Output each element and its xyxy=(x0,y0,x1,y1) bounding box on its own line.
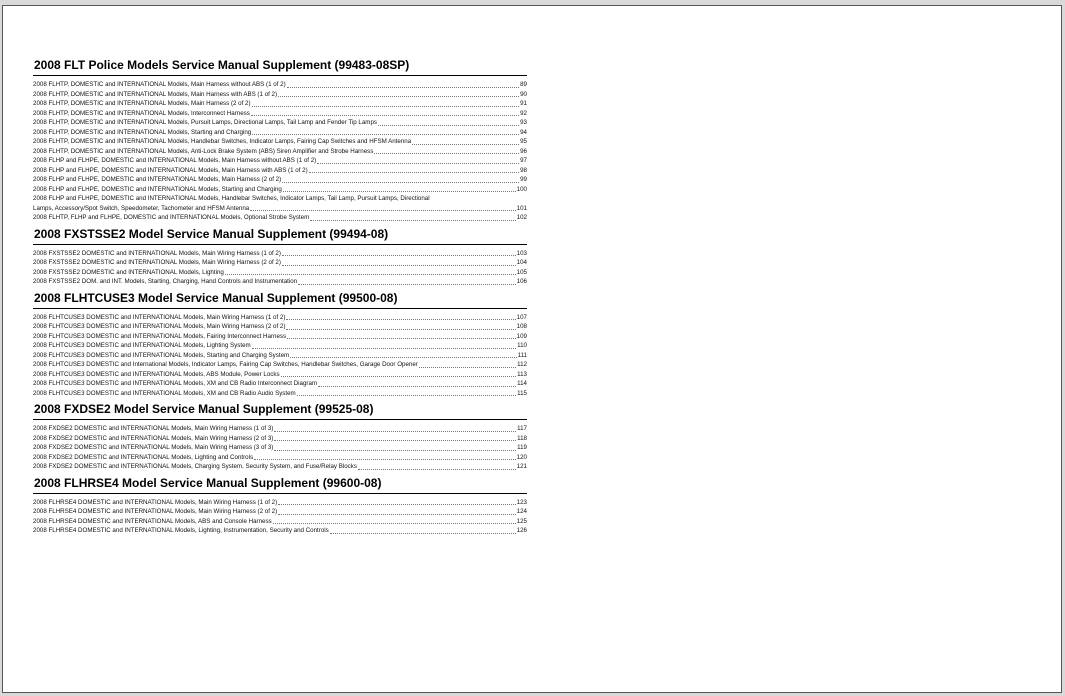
entry-title: 2008 FLHTP, DOMESTIC and INTERNATIONAL Models, Main Harness (2 of 2) xyxy=(33,100,251,107)
entry-title: 2008 FXDSE2 DOMESTIC and INTERNATIONAL Models, Main Wiring Harness (1 of 3) xyxy=(33,425,274,432)
entry-title: 2008 FLHTP, DOMESTIC and INTERNATIONAL Models, Pursuit Lamps, Directional Lamps, Tail Lamp and Fender Tip Lamps xyxy=(33,119,377,126)
toc-entry[interactable] xyxy=(33,277,527,287)
entry-title: 2008 FLHRSE4 DOMESTIC and INTERNATIONAL Models, Lighting, Instrumentation, Security and Controls xyxy=(33,527,329,534)
dot-leader xyxy=(358,468,516,470)
dot-leader xyxy=(287,337,516,339)
entry-title: 2008 FLHRSE4 DOMESTIC and INTERNATIONAL Models, ABS and Console Harness xyxy=(33,517,272,525)
entry-page-number: 115 xyxy=(517,389,527,397)
section-title: 2008 FLHRSE4 Model Service Manual Supplement (99600-08) xyxy=(34,475,382,490)
dot-leader xyxy=(252,347,516,349)
entry-title: 2008 FLHTP, DOMESTIC and INTERNATIONAL Models, Interconnect Harness xyxy=(33,109,250,117)
dot-leader xyxy=(278,503,516,505)
entry-title-line2 xyxy=(33,204,527,214)
entry-page-number: 100 xyxy=(516,185,527,193)
toc-entry[interactable] xyxy=(33,424,527,434)
toc-entry[interactable] xyxy=(33,341,527,351)
dot-leader xyxy=(250,209,515,211)
entry-page-number: 101 xyxy=(516,204,527,212)
entry-title: 2008 FXDSE2 DOMESTIC and INTERNATIONAL Models, Charging System, Security System, and Fuse/Relay Blocks xyxy=(33,463,357,470)
entry-title: 2008 FLHTCUSE3 DOMESTIC and International Models, Indicator Lamps, Fairing Cap Switches, Handlebar Switches, Garage Door Opener xyxy=(33,361,418,368)
entry-title: 2008 FXDSE2 DOMESTIC and INTERNATIONAL Models, Lighting and Controls xyxy=(33,453,254,461)
dot-leader xyxy=(309,171,519,173)
entry-title: 2008 FLHTP, DOMESTIC and INTERNATIONAL Models, Main Harness without ABS (1 of 2) xyxy=(33,81,286,88)
toc-entry[interactable] xyxy=(33,322,527,332)
dot-leader xyxy=(318,385,516,387)
dot-leader xyxy=(278,95,519,97)
entry-page-number: 112 xyxy=(517,361,527,368)
toc-entry[interactable] xyxy=(33,370,527,380)
entry-title: 2008 FLHRSE4 DOMESTIC and INTERNATIONAL Models, Main Wiring Harness (1 of 2) xyxy=(33,498,278,506)
document-page xyxy=(2,5,1062,693)
section-divider xyxy=(33,493,527,494)
toc-entry[interactable] xyxy=(33,175,527,185)
dot-leader xyxy=(252,133,519,135)
dot-leader xyxy=(286,328,515,330)
dot-leader xyxy=(278,513,516,515)
entry-title: 2008 FLHTP, DOMESTIC and INTERNATIONAL Models, Starting and Charging xyxy=(33,128,252,136)
entry-title: 2008 FLHTP, FLHP and FLHPE, DOMESTIC and INTERNATIONAL Models, Optional Strobe System xyxy=(33,214,310,221)
toc-entry[interactable] xyxy=(33,507,527,517)
entry-list xyxy=(33,313,527,399)
toc-entry[interactable] xyxy=(33,351,527,361)
entry-title: 2008 FXDSE2 DOMESTIC and INTERNATIONAL Models, Main Wiring Harness (3 of 3) xyxy=(33,444,274,451)
toc-entry[interactable] xyxy=(33,434,527,444)
dot-leader xyxy=(297,394,516,396)
entry-page-number: 90 xyxy=(520,90,527,98)
dot-leader xyxy=(282,181,519,183)
section-title: 2008 FLHTCUSE3 Model Service Manual Supplement (99500-08) xyxy=(34,290,398,305)
entry-title: Lamps, Accessory/Spot Switch, Speedometer, Tachometer and HFSM Antenna xyxy=(33,204,250,212)
dot-leader xyxy=(274,430,516,432)
toc-entry[interactable] xyxy=(33,462,527,472)
section-title: 2008 FLT Police Models Service Manual Supplement (99483-08SP) xyxy=(34,58,410,72)
entry-page-number: 97 xyxy=(520,157,527,164)
dot-leader xyxy=(282,254,516,256)
entry-page-number: 89 xyxy=(520,81,527,88)
toc-entry[interactable] xyxy=(33,258,527,268)
dot-leader xyxy=(374,152,519,154)
entry-page-number: 110 xyxy=(517,342,527,349)
section-title: 2008 FXSTSSE2 Model Service Manual Supplement (99494-08) xyxy=(34,226,389,241)
toc-entry[interactable] xyxy=(33,249,527,259)
section-divider xyxy=(33,308,527,309)
entry-page-number: 105 xyxy=(516,268,527,276)
table-of-contents xyxy=(33,58,527,540)
entry-title: 2008 FLHP and FLHPE, DOMESTIC and INTERNATIONAL Models, Main Harness (2 of 2) xyxy=(33,176,282,183)
entry-page-number: 96 xyxy=(520,147,527,155)
entry-page-number: 107 xyxy=(516,313,527,321)
toc-entry[interactable] xyxy=(33,453,527,463)
toc-entry[interactable] xyxy=(33,526,527,536)
dot-leader xyxy=(290,356,516,358)
dot-leader xyxy=(287,86,519,88)
toc-entry[interactable] xyxy=(33,166,527,176)
entry-title-line1: 2008 FLHP and FLHPE, DOMESTIC and INTERNATIONAL Models, Handlebar Switches, Indicator Lamps, Tail Lamp, Pursuit Lamps, Directional xyxy=(33,195,430,202)
toc-entry[interactable] xyxy=(33,118,527,128)
entry-page-number: 109 xyxy=(516,332,527,340)
dot-leader xyxy=(254,458,516,460)
section-divider xyxy=(33,419,527,420)
dot-leader xyxy=(274,439,516,441)
toc-entry[interactable] xyxy=(33,498,527,508)
toc-entry[interactable] xyxy=(33,213,527,223)
entry-title: 2008 FLHRSE4 DOMESTIC and INTERNATIONAL Models, Main Wiring Harness (2 of 2) xyxy=(33,508,278,515)
entry-list xyxy=(33,80,527,223)
entry-list xyxy=(33,498,527,536)
dot-leader xyxy=(282,264,516,266)
toc-entry[interactable] xyxy=(33,128,527,138)
dot-leader xyxy=(310,219,515,221)
entry-page-number: 123 xyxy=(516,498,527,506)
entry-page-number: 117 xyxy=(517,425,527,432)
entry-title: 2008 FLHTCUSE3 DOMESTIC and INTERNATIONAL Models, ABS Module, Power Locks xyxy=(33,370,280,378)
dot-leader xyxy=(378,124,519,126)
entry-page-number: 124 xyxy=(516,508,527,515)
entry-page-number: 93 xyxy=(520,119,527,126)
entry-page-number: 111 xyxy=(517,351,527,359)
dot-leader xyxy=(281,375,517,377)
entry-title: 2008 FXSTSSE2 DOMESTIC and INTERNATIONAL Models, Main Wiring Harness (2 of 2) xyxy=(33,259,281,266)
dot-leader xyxy=(298,283,516,285)
toc-entry[interactable] xyxy=(33,156,527,166)
toc-entry[interactable] xyxy=(33,185,527,195)
entry-title: 2008 FLHTCUSE3 DOMESTIC and INTERNATIONAL Models, Lighting System xyxy=(33,342,251,349)
toc-entry[interactable] xyxy=(33,109,527,119)
toc-entry[interactable] xyxy=(33,517,527,527)
entry-title: 2008 FLHP and FLHPE, DOMESTIC and INTERNATIONAL Models, Main Harness without ABS (1 of 2) xyxy=(33,157,317,164)
section-divider xyxy=(33,75,527,76)
entry-title: 2008 FLHTCUSE3 DOMESTIC and INTERNATIONAL Models, XM and CB Radio Audio System xyxy=(33,389,296,397)
entry-title: 2008 FLHTP, DOMESTIC and INTERNATIONAL Models, Handlebar Switches, Indicator Lamps, Fairing Cap Switches and HFSM Antenna xyxy=(33,138,412,145)
toc-entry[interactable] xyxy=(33,379,527,389)
dot-leader xyxy=(274,449,516,451)
section-title: 2008 FXDSE2 Model Service Manual Supplement (99525-08) xyxy=(34,402,374,416)
entry-title: 2008 FXDSE2 DOMESTIC and INTERNATIONAL Models, Main Wiring Harness (2 of 3) xyxy=(33,434,274,442)
entry-title: 2008 FLHTCUSE3 DOMESTIC and INTERNATIONAL Models, Main Wiring Harness (1 of 2) xyxy=(33,313,286,321)
toc-entry[interactable] xyxy=(33,332,527,342)
entry-page-number: 92 xyxy=(520,109,527,117)
dot-leader xyxy=(330,532,516,534)
entry-page-number: 104 xyxy=(516,259,527,266)
entry-page-number: 119 xyxy=(517,444,527,451)
dot-leader xyxy=(225,273,516,275)
toc-entry[interactable] xyxy=(33,313,527,323)
entry-title: 2008 FXSTSSE2 DOMESTIC and INTERNATIONAL Models, Main Wiring Harness (1 of 2) xyxy=(33,249,281,257)
entry-page-number: 99 xyxy=(520,176,527,183)
entry-page-number: 95 xyxy=(520,138,527,145)
entry-title: 2008 FXSTSSE2 DOM. and INT. Models, Starting, Charging, Hand Controls and Instrumentation xyxy=(33,278,298,285)
entry-title: 2008 FLHTCUSE3 DOMESTIC and INTERNATIONAL Models, Fairing Interconnect Harness xyxy=(33,332,287,340)
dot-leader xyxy=(273,522,516,524)
entry-page-number: 113 xyxy=(517,370,527,378)
entry-page-number: 94 xyxy=(520,128,527,136)
entry-page-number: 114 xyxy=(517,380,527,387)
dot-leader xyxy=(317,162,519,164)
toc-entry[interactable] xyxy=(33,360,527,370)
dot-leader xyxy=(283,190,516,192)
entry-page-number: 103 xyxy=(516,249,527,257)
entry-title: 2008 FLHTP, DOMESTIC and INTERNATIONAL Models, Anti-Lock Brake System (ABS) Siren Amplifier and Strobe Harness xyxy=(33,147,374,155)
entry-list xyxy=(33,424,527,472)
entry-title: 2008 FLHTP, DOMESTIC and INTERNATIONAL Models, Main Harness with ABS (1 of 2) xyxy=(33,90,278,98)
toc-entry[interactable] xyxy=(33,389,527,399)
entry-page-number: 120 xyxy=(516,453,527,461)
toc-entry[interactable] xyxy=(33,443,527,453)
entry-list xyxy=(33,249,527,287)
entry-page-number: 126 xyxy=(516,527,527,534)
dot-leader xyxy=(251,114,519,116)
entry-title: 2008 FLHP and FLHPE, DOMESTIC and INTERNATIONAL Models, Starting and Charging xyxy=(33,185,282,193)
entry-title: 2008 FLHTCUSE3 DOMESTIC and INTERNATIONAL Models, Main Wiring Harness (2 of 2) xyxy=(33,323,286,330)
toc-entry[interactable] xyxy=(33,80,527,90)
entry-page-number: 108 xyxy=(516,323,527,330)
section-divider xyxy=(33,244,527,245)
toc-entry[interactable] xyxy=(33,137,527,147)
entry-page-number: 91 xyxy=(520,100,527,107)
entry-page-number: 125 xyxy=(516,517,527,525)
dot-leader xyxy=(252,105,520,107)
entry-page-number: 98 xyxy=(520,166,527,174)
entry-page-number: 118 xyxy=(517,434,527,442)
toc-entry[interactable] xyxy=(33,90,527,100)
entry-title: 2008 FLHTCUSE3 DOMESTIC and INTERNATIONAL Models, Starting and Charging System xyxy=(33,351,290,359)
dot-leader xyxy=(286,318,515,320)
entry-page-number: 106 xyxy=(516,278,527,285)
dot-leader xyxy=(412,143,519,145)
entry-title: 2008 FLHP and FLHPE, DOMESTIC and INTERNATIONAL Models, Main Harness with ABS (1 of 2) xyxy=(33,166,308,174)
toc-entry[interactable] xyxy=(33,99,527,109)
entry-title: 2008 FLHTCUSE3 DOMESTIC and INTERNATIONAL Models, XM and CB Radio Interconnect Diagram xyxy=(33,380,318,387)
entry-page-number: 102 xyxy=(516,214,527,221)
toc-entry[interactable] xyxy=(33,268,527,278)
entry-page-number: 121 xyxy=(516,463,527,470)
dot-leader xyxy=(419,366,516,368)
toc-entry[interactable] xyxy=(33,147,527,157)
toc-entry[interactable] xyxy=(33,194,527,213)
entry-title: 2008 FXSTSSE2 DOMESTIC and INTERNATIONAL Models, Lighting xyxy=(33,268,224,276)
